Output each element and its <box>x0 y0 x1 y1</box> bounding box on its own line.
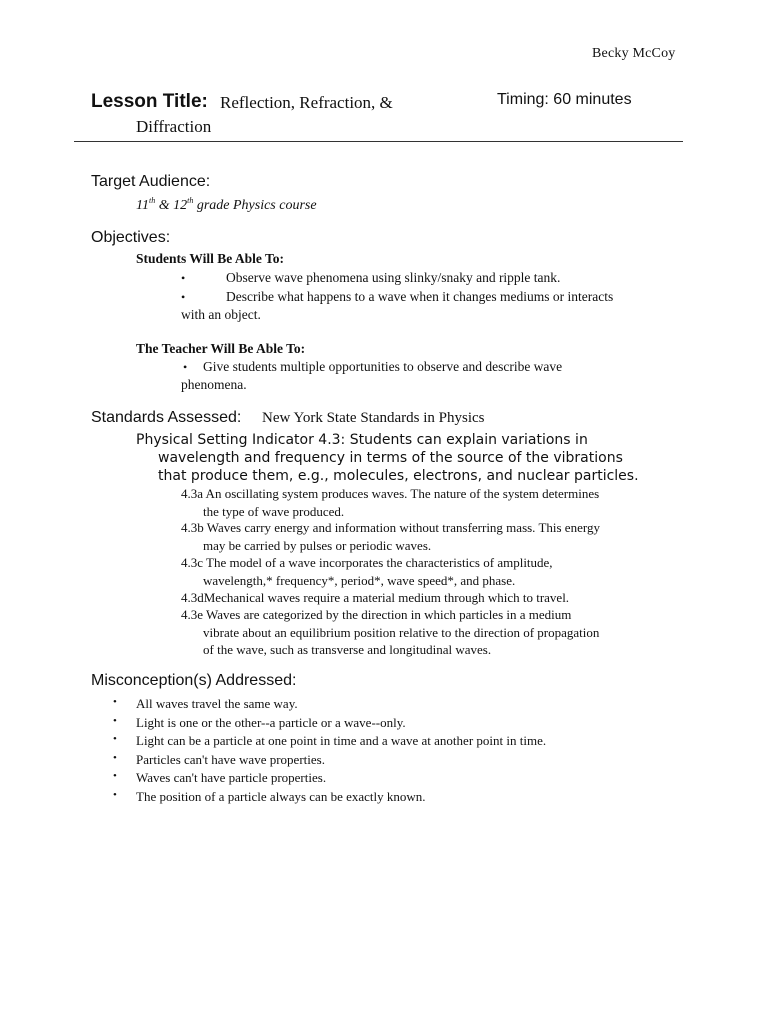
misconception-text: All waves travel the same way. <box>136 696 298 711</box>
standard-4-3a <box>181 485 681 520</box>
standard-line: vibrate about an equilibrium position relative to the direction of propagation <box>203 624 600 640</box>
misconceptions-heading: Misconception(s) Addressed: <box>91 672 297 689</box>
misconception-text: Light can be a particle at one point in time and a wave at another point in time. <box>136 733 547 748</box>
target-audience-heading: Target Audience: <box>91 173 211 190</box>
timing: Timing: 60 minutes <box>497 91 632 108</box>
indicator-line-3: that produce them, e.g., molecules, electrons, and nuclear particles. <box>158 468 639 484</box>
header-divider <box>74 141 683 142</box>
bullet-icon: • <box>113 714 117 727</box>
teacher-will-be-able-to-heading: The Teacher Will Be Able To: <box>136 341 306 356</box>
objectives-heading: Objectives: <box>91 229 171 246</box>
misconception-text: Waves can't have particle properties. <box>136 770 327 785</box>
bullet-icon: • <box>181 290 186 304</box>
standards-source: New York State Standards in Physics <box>262 410 485 426</box>
standard-line: 4.3c The model of a wave incorporates the characteristics of amplitude, <box>181 555 553 570</box>
students-objective-2-line-1: Describe what happens to a wave when it changes mediums or interacts <box>226 289 614 304</box>
bullet-icon: • <box>183 360 188 374</box>
grade-a: 11 <box>136 198 149 213</box>
standard-4-3e <box>181 606 681 659</box>
students-objective-1: Observe wave phenomena using slinky/snaky and ripple tank. <box>226 270 561 285</box>
misconception-text: Particles can't have wave properties. <box>136 751 325 767</box>
standard-4-3c <box>181 554 681 589</box>
standard-line: the type of wave produced. <box>203 503 345 519</box>
bullet-icon: • <box>113 733 117 745</box>
lesson-title-line-2: Diffraction <box>136 117 212 136</box>
bullet-icon: • <box>113 770 117 782</box>
standard-line: of the wave, such as transverse and longitudinal waves. <box>203 642 492 657</box>
grade-b-suffix: th <box>187 196 194 205</box>
standard-line: 4.3dMechanical waves require a material medium through which to travel. <box>181 590 570 605</box>
grade-a-suffix: th <box>148 196 156 205</box>
grade-b: & 12 <box>155 198 188 213</box>
physical-setting-indicator <box>136 431 696 485</box>
standard-line: 4.3a An oscillating system produces waves. The nature of the system determines <box>181 486 600 501</box>
misconception-text: The position of a particle always can be exactly known. <box>136 788 426 804</box>
bullet-icon: • <box>113 788 117 801</box>
bullet-icon: • <box>113 751 117 764</box>
misconception-text: Light is one or the other--a particle or a wave--only. <box>136 714 406 730</box>
teacher-objective-line-1: Give students multiple opportunities to observe and describe wave <box>203 359 563 374</box>
lesson-title-label: Lesson Title: <box>91 91 208 112</box>
teacher-objective-line-2: phenomena. <box>181 377 247 392</box>
students-objective-2-line-2: with an object. <box>181 307 261 322</box>
lesson-title-line-1: Reflection, Refraction, & <box>220 93 393 112</box>
indicator-line-2: wavelength and frequency in terms of the source of the vibrations <box>158 450 623 466</box>
standard-line: 4.3e Waves are categorized by the direction in which particles in a medium <box>181 607 572 622</box>
standards-heading: Standards Assessed: <box>91 409 242 426</box>
bullet-icon: • <box>113 696 117 708</box>
standard-line: 4.3b Waves carry energy and information without transferring mass. This energy <box>181 520 600 535</box>
standard-line: may be carried by pulses or periodic waves. <box>203 537 432 553</box>
standard-line: wavelength,* frequency*, period*, wave speed*, and phase. <box>203 572 516 588</box>
indicator-line-1: Physical Setting Indicator 4.3: Students can explain variations in <box>136 432 588 448</box>
bullet-icon: • <box>181 271 186 285</box>
author-name: Becky McCoy <box>592 46 676 61</box>
target-audience-text <box>136 196 317 214</box>
standard-4-3d <box>181 589 681 607</box>
students-will-be-able-to-heading: Students Will Be Able To: <box>136 251 285 266</box>
standard-4-3b <box>181 519 681 554</box>
course-name: grade Physics course <box>193 198 317 213</box>
